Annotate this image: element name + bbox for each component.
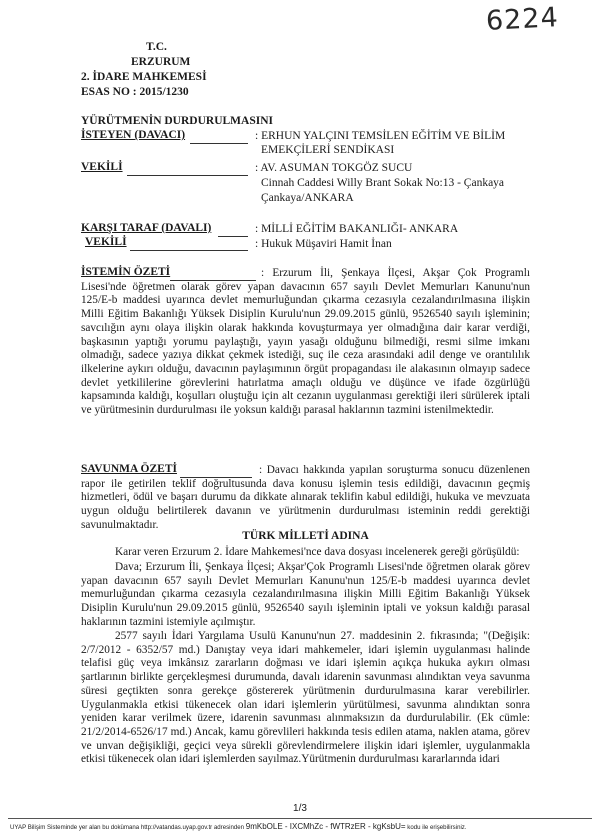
page-number: 1/3 — [293, 803, 307, 814]
header-city: ERZURUM — [131, 56, 191, 68]
vekili-address-2: Çankaya/ANKARA — [261, 192, 354, 204]
leader-line — [127, 175, 248, 176]
karsi-taraf-value: : MİLLİ EĞİTİM BAKANLIĞI- ANKARA — [255, 223, 459, 235]
istemin-ozeti-text: : Erzurum İli, Şenkaya İlçesi, Akşar Çok Programlı Lisesi'nde öğretmen olarak görev yapan davacının 657 sayılı Devlet Memurları Kanunu'nun 125/E-b maddesi uyarınca devlet memurluğundan çıkarma cezasıyla cezalandırılmasına ilişkin Milli Eğitim Bakanlığı Yüksek Disiplin Kurulu'nun 29.09.2015 günlü, 9526540 sayılı işleminin; savcılığın aynı olaya ilişkin olarak hakkında kovuşturmaya yer olmadığına dair karar verdiği, başkasının yaptığı yorumu paylaştığı, yayın yasağı olduğunu bilmediği, resmi silme imkanı olmadığı, sadece yazıya dikkat çekmek istediği, suç ile ceza arasındaki adil denge ve orantılılık ilkelerine aykırı olduğu, davacının paylaşımının örgüt propagandası ile alakasının olmayıp sadece devlet yetkililerine görevlerini hatırlatma amaçlı olduğu ve düşünce ve ifade özgürlüğü kapsamında kaldığı, koşulları oluştuğu için alt cezanın uygulanması gerektiği ileri sürülerek iptali ve yürütmesinin durdurulması ile yoksun kaldığı parasal haklarının tazmini istenilmektedir. — [81, 267, 530, 417]
istemin-label: İSTEMİN ÖZETİ — [81, 266, 171, 278]
vekili-2-label: VEKİLİ — [85, 236, 127, 248]
footer-suffix: kodu ile erişebilirsiniz. — [407, 824, 467, 831]
vekili-address-1: Cinnah Caddesi Willy Brant Sokak No:13 - Çankaya — [261, 177, 505, 189]
isteyen-value-2: EMEKÇİLERİ SENDİKASI — [261, 144, 395, 156]
kanun-text: 2577 sayılı İdari Yargılama Usulü Kanunu'nun 27. maddesinin 2. fıkrasında; "(Değişik: 2/7/2012 - 6352/57 md.) Danıştay veya idari mahkemeler, idari işlemin uygulanması halinde telafisi güç veya imkânsız zararların doğması ve idari işlemin açıkça hukuka aykırı olması şartlarının birlikte gerçekleşmesi durumunda, davalı idarenin savunması alındıktan veya savunma süresi geçtikten sonra gerekçe göstererek yürütmenin durdurulmasına karar verebilirler. Uygulanmakla etkisi tükenecek olan idari işlemlerin yürütülmesi, savunma alındıktan sonra yeniden karar verilmek üzere, idarenin savunması alınmaksızın da durdurulabilir. (Ek cümle: 21/2/2014-6526/17 md.) Ancak, kamu görevlileri hakkında tesis edilen atama, naklen atama, görev ve unvan değişikliği, geçici veya sürekli görevlendirmelere ilişkin idari işlemler, uygulanmakla etkisi tükenecek olan idari işlemlerden sayılmaz.Yürütmenin durdurulması kararlarında idari — [81, 630, 530, 766]
karsi-taraf-label: KARŞI TARAF (DAVALI) — [81, 222, 212, 234]
dava-text: Dava; Erzurum İli, Şenkaya İlçesi; Akşar'Çok Programlı Lisesi'nde öğretmen olarak görev yapan davacının 657 sayılı Devlet Memurları Kanunu'nun 125/E-b maddesi uyarınca devlet memurluğundan çıkarma cezasıyla cezalandırılmasına ilişkin Milli Eğitim Bakanlığı Yüksek Disiplin Kurulu'nun 29.09.2015 günlü, 9526540 sayılı işleminin iptali ve yoksun kaldığı parasal haklarının tazmini istemiyle açılmıştır. — [81, 561, 530, 628]
header-court: 2. İDARE MAHKEMESİ — [81, 71, 207, 83]
footer-prefix: UYAP Bilişim Sisteminde yer alan bu dokümana http://vatandas.uyap.gov.tr adresinden — [10, 824, 245, 831]
vekili-2-value: : Hukuk Müşaviri Hamit İnan — [255, 238, 392, 250]
header-case-no: ESAS NO : 2015/1230 — [81, 86, 189, 98]
document-title: YÜRÜTMENİN DURDURULMASINI — [81, 115, 273, 127]
handwritten-number: 6224 — [485, 2, 560, 37]
footer — [10, 822, 590, 831]
header-tc: T.C. — [146, 41, 167, 53]
savunma-ozeti-text: : Davacı hakkında yapılan soruşturma sonucu düzenlenen rapor ile getirilen teklif doğrultusunda dava konusu işlemin tesis edildiği, davacının geçmiş hizmetleri, ödül ve başarı durumu da dikkate alınarak teklifin kabul edildiği, hukuka ve mevzuata uygun olduğu belirtilerek davanın ve yürütmenin durdurulması isteminin reddi gerektiği savunulmaktadır. — [81, 464, 530, 531]
leader-line — [130, 250, 248, 251]
isteyen-value-1: : ERHUN YALÇINI TEMSİLEN EĞİTİM VE BİLİM — [255, 130, 506, 142]
leader-line — [218, 236, 248, 237]
vekili-value: : AV. ASUMAN TOKGÖZ SUCU — [255, 162, 413, 174]
leader-line — [190, 143, 248, 144]
isteyen-label: İSTEYEN (DAVACI) — [81, 129, 186, 141]
footer-divider — [8, 818, 592, 819]
karar-intro-text: Karar veren Erzurum 2. İdare Mahkemesi'nce dava dosyası incelenerek gereği görüşüldü: — [115, 546, 520, 558]
savunma-label: SAVUNMA ÖZETİ — [81, 463, 177, 475]
footer-code: 9mKbOLE - IXCMhZc - fWTRzER - kgKsbU= — [245, 822, 406, 831]
turk-milleti-adina: TÜRK MİLLETİ ADINA — [242, 530, 369, 542]
vekili-label: VEKİLİ — [81, 161, 123, 173]
